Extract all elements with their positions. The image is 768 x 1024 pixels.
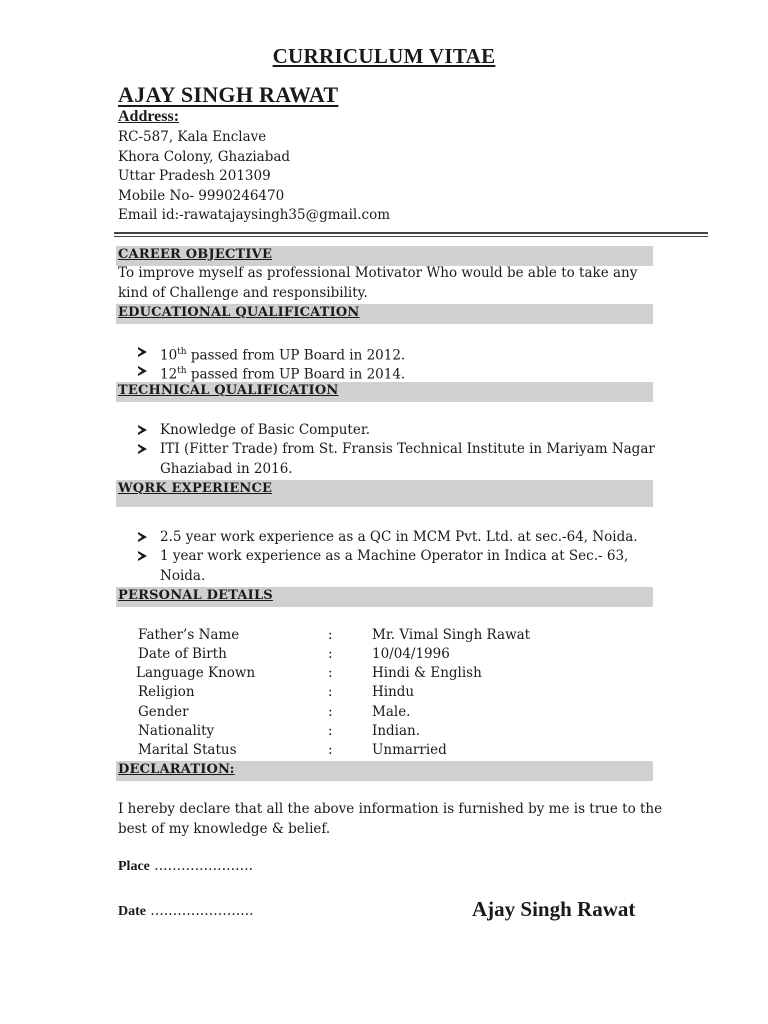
section-declaration xyxy=(116,761,653,781)
section-heading: TECHNICAL QUALIFICATION xyxy=(118,383,339,398)
detail-label: Nationality xyxy=(138,723,215,739)
address-line: Uttar Pradesh 201309 xyxy=(118,168,271,184)
mobile-line: Mobile No- 9990246470 xyxy=(118,188,285,204)
arrow-bullet-icon xyxy=(138,532,147,542)
detail-value: Male. xyxy=(372,704,411,720)
address-line: RC-587, Kala Enclave xyxy=(118,129,267,145)
detail-label: Gender xyxy=(138,704,189,720)
list-item-continuation: Ghaziabad in 2016. xyxy=(160,461,293,477)
section-heading: DECLARATION: xyxy=(118,762,235,777)
arrow-bullet-icon xyxy=(138,425,147,435)
objective-line: kind of Challenge and responsibility. xyxy=(118,285,368,301)
list-item-continuation: Noida. xyxy=(160,568,206,584)
list-item: 10th passed from UP Board in 2012. xyxy=(138,343,405,366)
detail-separator: : xyxy=(328,665,333,681)
detail-label: Religion xyxy=(138,684,195,700)
list-item: 12th passed from UP Board in 2014. xyxy=(138,362,405,385)
date-line xyxy=(118,902,253,922)
detail-separator: : xyxy=(328,723,333,739)
arrow-bullet-icon xyxy=(138,347,147,357)
document-title: CURRICULUM VITAE xyxy=(272,44,496,68)
detail-value: Hindu xyxy=(372,684,415,700)
section-career-objective xyxy=(116,246,653,266)
detail-value: Unmarried xyxy=(372,742,447,758)
divider-rule xyxy=(114,236,708,237)
detail-separator: : xyxy=(328,646,333,662)
detail-value: Indian. xyxy=(372,723,421,739)
section-technical xyxy=(116,382,653,402)
detail-label: Date of Birth xyxy=(138,646,227,662)
place-line xyxy=(118,857,253,877)
detail-label: Marital Status xyxy=(138,742,237,758)
declaration-line: I hereby declare that all the above information is furnished by me is true to the xyxy=(118,801,663,817)
arrow-bullet-icon xyxy=(138,551,147,561)
place-dots: …………………. xyxy=(149,858,253,874)
detail-separator: : xyxy=(328,627,333,643)
arrow-bullet-icon xyxy=(138,366,147,376)
detail-value: Hindi & English xyxy=(372,665,482,681)
section-heading: WQRK EXPERIENCE xyxy=(118,481,273,496)
candidate-name: AJAY SINGH RAWAT xyxy=(118,82,339,107)
section-heading: CAREER OBJECTIVE xyxy=(118,247,273,262)
detail-value: 10/04/1996 xyxy=(372,646,450,662)
list-item: 1 year work experience as a Machine Operator in Indica at Sec.- 63, xyxy=(138,547,628,567)
place-label: Place xyxy=(118,859,150,874)
section-heading: EDUCATIONAL QUALIFICATION xyxy=(118,305,360,320)
detail-label: Language Known xyxy=(136,665,256,681)
date-label: Date xyxy=(118,904,146,919)
address-line: Khora Colony, Ghaziabad xyxy=(118,149,291,165)
section-heading: PERSONAL DETAILS xyxy=(118,588,273,603)
list-item: 2.5 year work experience as a QC in MCM Pvt. Ltd. at sec.-64, Noida. xyxy=(138,528,638,548)
detail-separator: : xyxy=(328,742,333,758)
section-personal-details xyxy=(116,587,653,607)
declaration-line: best of my knowledge & belief. xyxy=(118,821,331,837)
arrow-bullet-icon xyxy=(138,444,147,454)
divider-rule xyxy=(114,232,708,234)
section-work-experience xyxy=(116,480,653,507)
date-dots: ………………….. xyxy=(146,903,254,919)
detail-separator: : xyxy=(328,704,333,720)
objective-line: To improve myself as professional Motivator Who would be able to take any xyxy=(118,265,638,281)
section-educational xyxy=(116,304,653,324)
list-item: Knowledge of Basic Computer. xyxy=(138,421,370,441)
detail-value: Mr. Vimal Singh Rawat xyxy=(372,627,531,643)
detail-separator: : xyxy=(328,684,333,700)
signature-name: Ajay Singh Rawat xyxy=(472,897,636,921)
email-line: Email id:-rawatajaysingh35@gmail.com xyxy=(118,207,391,223)
address-heading: Address: xyxy=(118,108,180,125)
detail-label: Father’s Name xyxy=(138,627,240,643)
list-item: ITI (Fitter Trade) from St. Fransis Technical Institute in Mariyam Nagar xyxy=(138,440,655,460)
